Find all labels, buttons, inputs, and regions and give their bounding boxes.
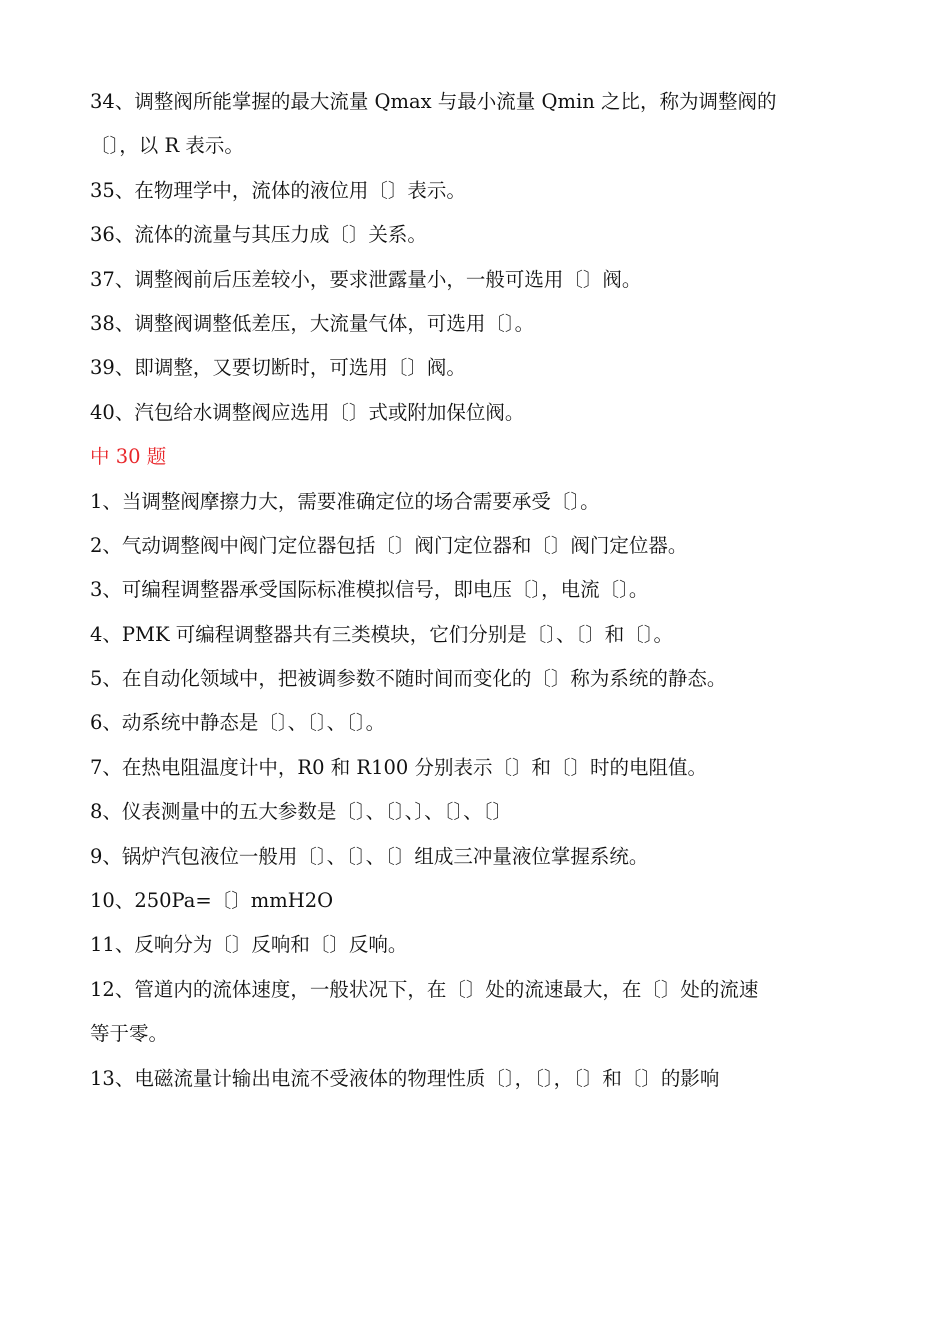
- text-line-m11: 11、反响分为〔〕反响和〔〕反响。: [90, 933, 408, 957]
- document-page: [90, 80, 860, 1101]
- text-line-m3: 3、可编程调整器承受国际标准模拟信号，即电压〔〕，电流〔〕。: [90, 578, 649, 602]
- text-line-m5: 5、在自动化领域中，把被调参数不随时间而变化的〔〕称为系统的静态。: [90, 667, 727, 691]
- text-line-m9: 9、锅炉汽包液位一般用〔〕、〔〕、〔〕组成三冲量液位掌握系统。: [90, 844, 649, 868]
- text-line-m7: 7、在热电阻温度计中，R0 和 R100 分别表示〔〕和〔〕时的电阻值。: [90, 755, 707, 779]
- text-line-q34-b: 〔〕，以 R 表示。: [90, 134, 244, 158]
- text-line-m1: 1、当调整阀摩擦力大，需要准确定位的场合需要承受〔〕。: [90, 489, 600, 513]
- text-line-q37: 37、调整阀前后压差较小，要求泄露量小，一般可选用〔〕阀。: [90, 267, 642, 291]
- text-line-m8: 8、仪表测量中的五大参数是〔〕、〔〕、〕、〔〕、〔〕: [90, 800, 512, 824]
- text-line-m4: 4、PMK 可编程调整器共有三类模块，它们分别是〔〕、〔〕和〔〕。: [90, 622, 674, 646]
- text-line-m10: 10、250Pa=〔〕mmH2O: [90, 889, 334, 913]
- text-line-m13: 13、电磁流量计输出电流不受液体的物理性质〔〕，〔〕，〔〕和〔〕的影响: [90, 1066, 720, 1090]
- section-heading: 中 30 题: [90, 445, 167, 469]
- text-line-m2: 2、气动调整阀中阀门定位器包括〔〕阀门定位器和〔〕阀门定位器。: [90, 533, 688, 557]
- text-line-q36: 36、流体的流量与其压力成〔〕关系。: [90, 223, 427, 247]
- text-line-q35: 35、在物理学中，流体的液位用〔〕表示。: [90, 178, 466, 202]
- text-line-m12-a: 12、管道内的流体速度，一般状况下，在〔〕处的流速最大，在〔〕处的流速: [90, 977, 759, 1001]
- text-line-m6: 6、动系统中静态是〔〕、〔〕、〔〕。: [90, 711, 386, 735]
- text-line-q38: 38、调整阀调整低差压，大流量气体，可选用〔〕。: [90, 311, 535, 335]
- text-line-m12-b: 等于零。: [90, 1022, 169, 1046]
- text-line-q34-a: 34、调整阀所能掌握的最大流量 Qmax 与最小流量 Qmin 之比，称为调整阀的: [90, 90, 777, 113]
- text-line-q40: 40、汽包给水调整阀应选用〔〕式或附加保位阀。: [90, 400, 525, 424]
- text-line-q39: 39、即调整，又要切断时，可选用〔〕阀。: [90, 356, 466, 380]
